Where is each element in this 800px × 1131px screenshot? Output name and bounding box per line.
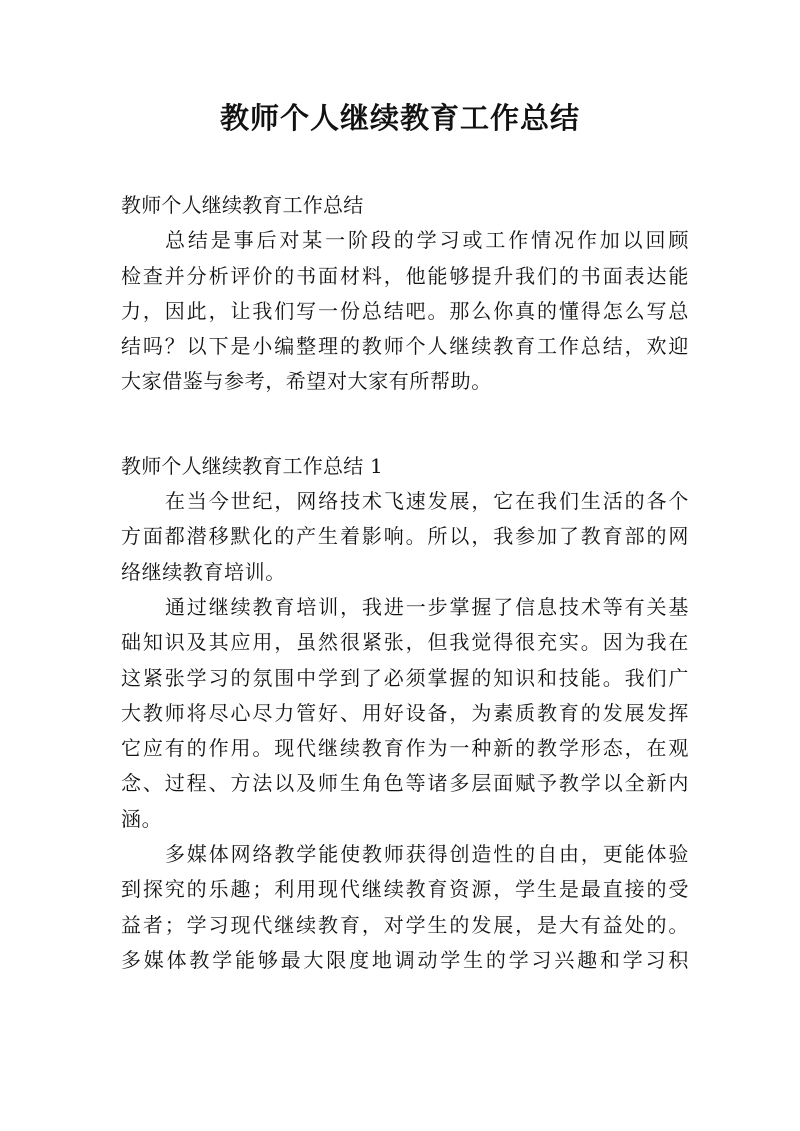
text-line: 多媒体网络教学能使教师获得创造性的自由，更能体验 [165, 842, 689, 867]
intro-paragraph [121, 223, 689, 399]
text-line: 在当今世纪，网络技术飞速发展，它在我们生活的各个 [165, 489, 689, 514]
paragraph-1 [121, 484, 689, 590]
text-line: 到探究的乐趣；利用现代继续教育资源，学生是最直接的受 [121, 877, 689, 902]
text-line: 这紧张学习的氛围中学到了必须掌握的知识和技能。我们广 [121, 665, 689, 690]
text-line: 力，因此，让我们写一份总结吧。那么你真的懂得怎么写总 [121, 298, 689, 323]
text-line: 多媒体教学能够最大限度地调动学生的学习兴趣和学习积 [121, 947, 689, 972]
text-line: 涵。 [121, 806, 163, 831]
paragraph-3 [121, 837, 689, 978]
text-line: 检查并分析评价的书面材料，他能够提升我们的书面表达能 [121, 263, 689, 288]
text-line: 础知识及其应用，虽然很紧张，但我觉得很充实。因为我在 [121, 630, 689, 655]
section-gap [121, 400, 689, 449]
text-line: 总结是事后对某一阶段的学习或工作情况作加以回顾 [165, 228, 689, 253]
text-line: 大教师将尽心尽力管好、用好设备，为素质教育的发展发挥 [121, 700, 689, 725]
paragraph-2 [121, 590, 689, 837]
text-line: 通过继续教育培训，我进一步掌握了信息技术等有关基 [165, 594, 689, 619]
text-line: 络继续教育培训。 [121, 559, 286, 584]
text-line: 结吗？以下是小编整理的教师个人继续教育工作总结，欢迎 [121, 334, 689, 359]
page-title: 教师个人继续教育工作总结 [219, 101, 580, 135]
intro-heading: 教师个人继续教育工作总结 [121, 193, 364, 217]
text-line: 方面都潜移默化的产生着影响。所以，我参加了教育部的网 [121, 524, 689, 549]
text-line: 大家借鉴与参考，希望对大家有所帮助。 [121, 369, 492, 394]
text-line: 念、过程、方法以及师生角色等诸多层面赋予教学以全新内 [121, 771, 689, 796]
text-line: 它应有的作用。现代继续教育作为一种新的教学形态，在观 [121, 736, 689, 761]
text-line: 益者；学习现代继续教育，对学生的发展，是大有益处的。 [121, 912, 689, 937]
section-heading: 教师个人继续教育工作总结 1 [121, 453, 383, 478]
document-body [121, 188, 689, 978]
